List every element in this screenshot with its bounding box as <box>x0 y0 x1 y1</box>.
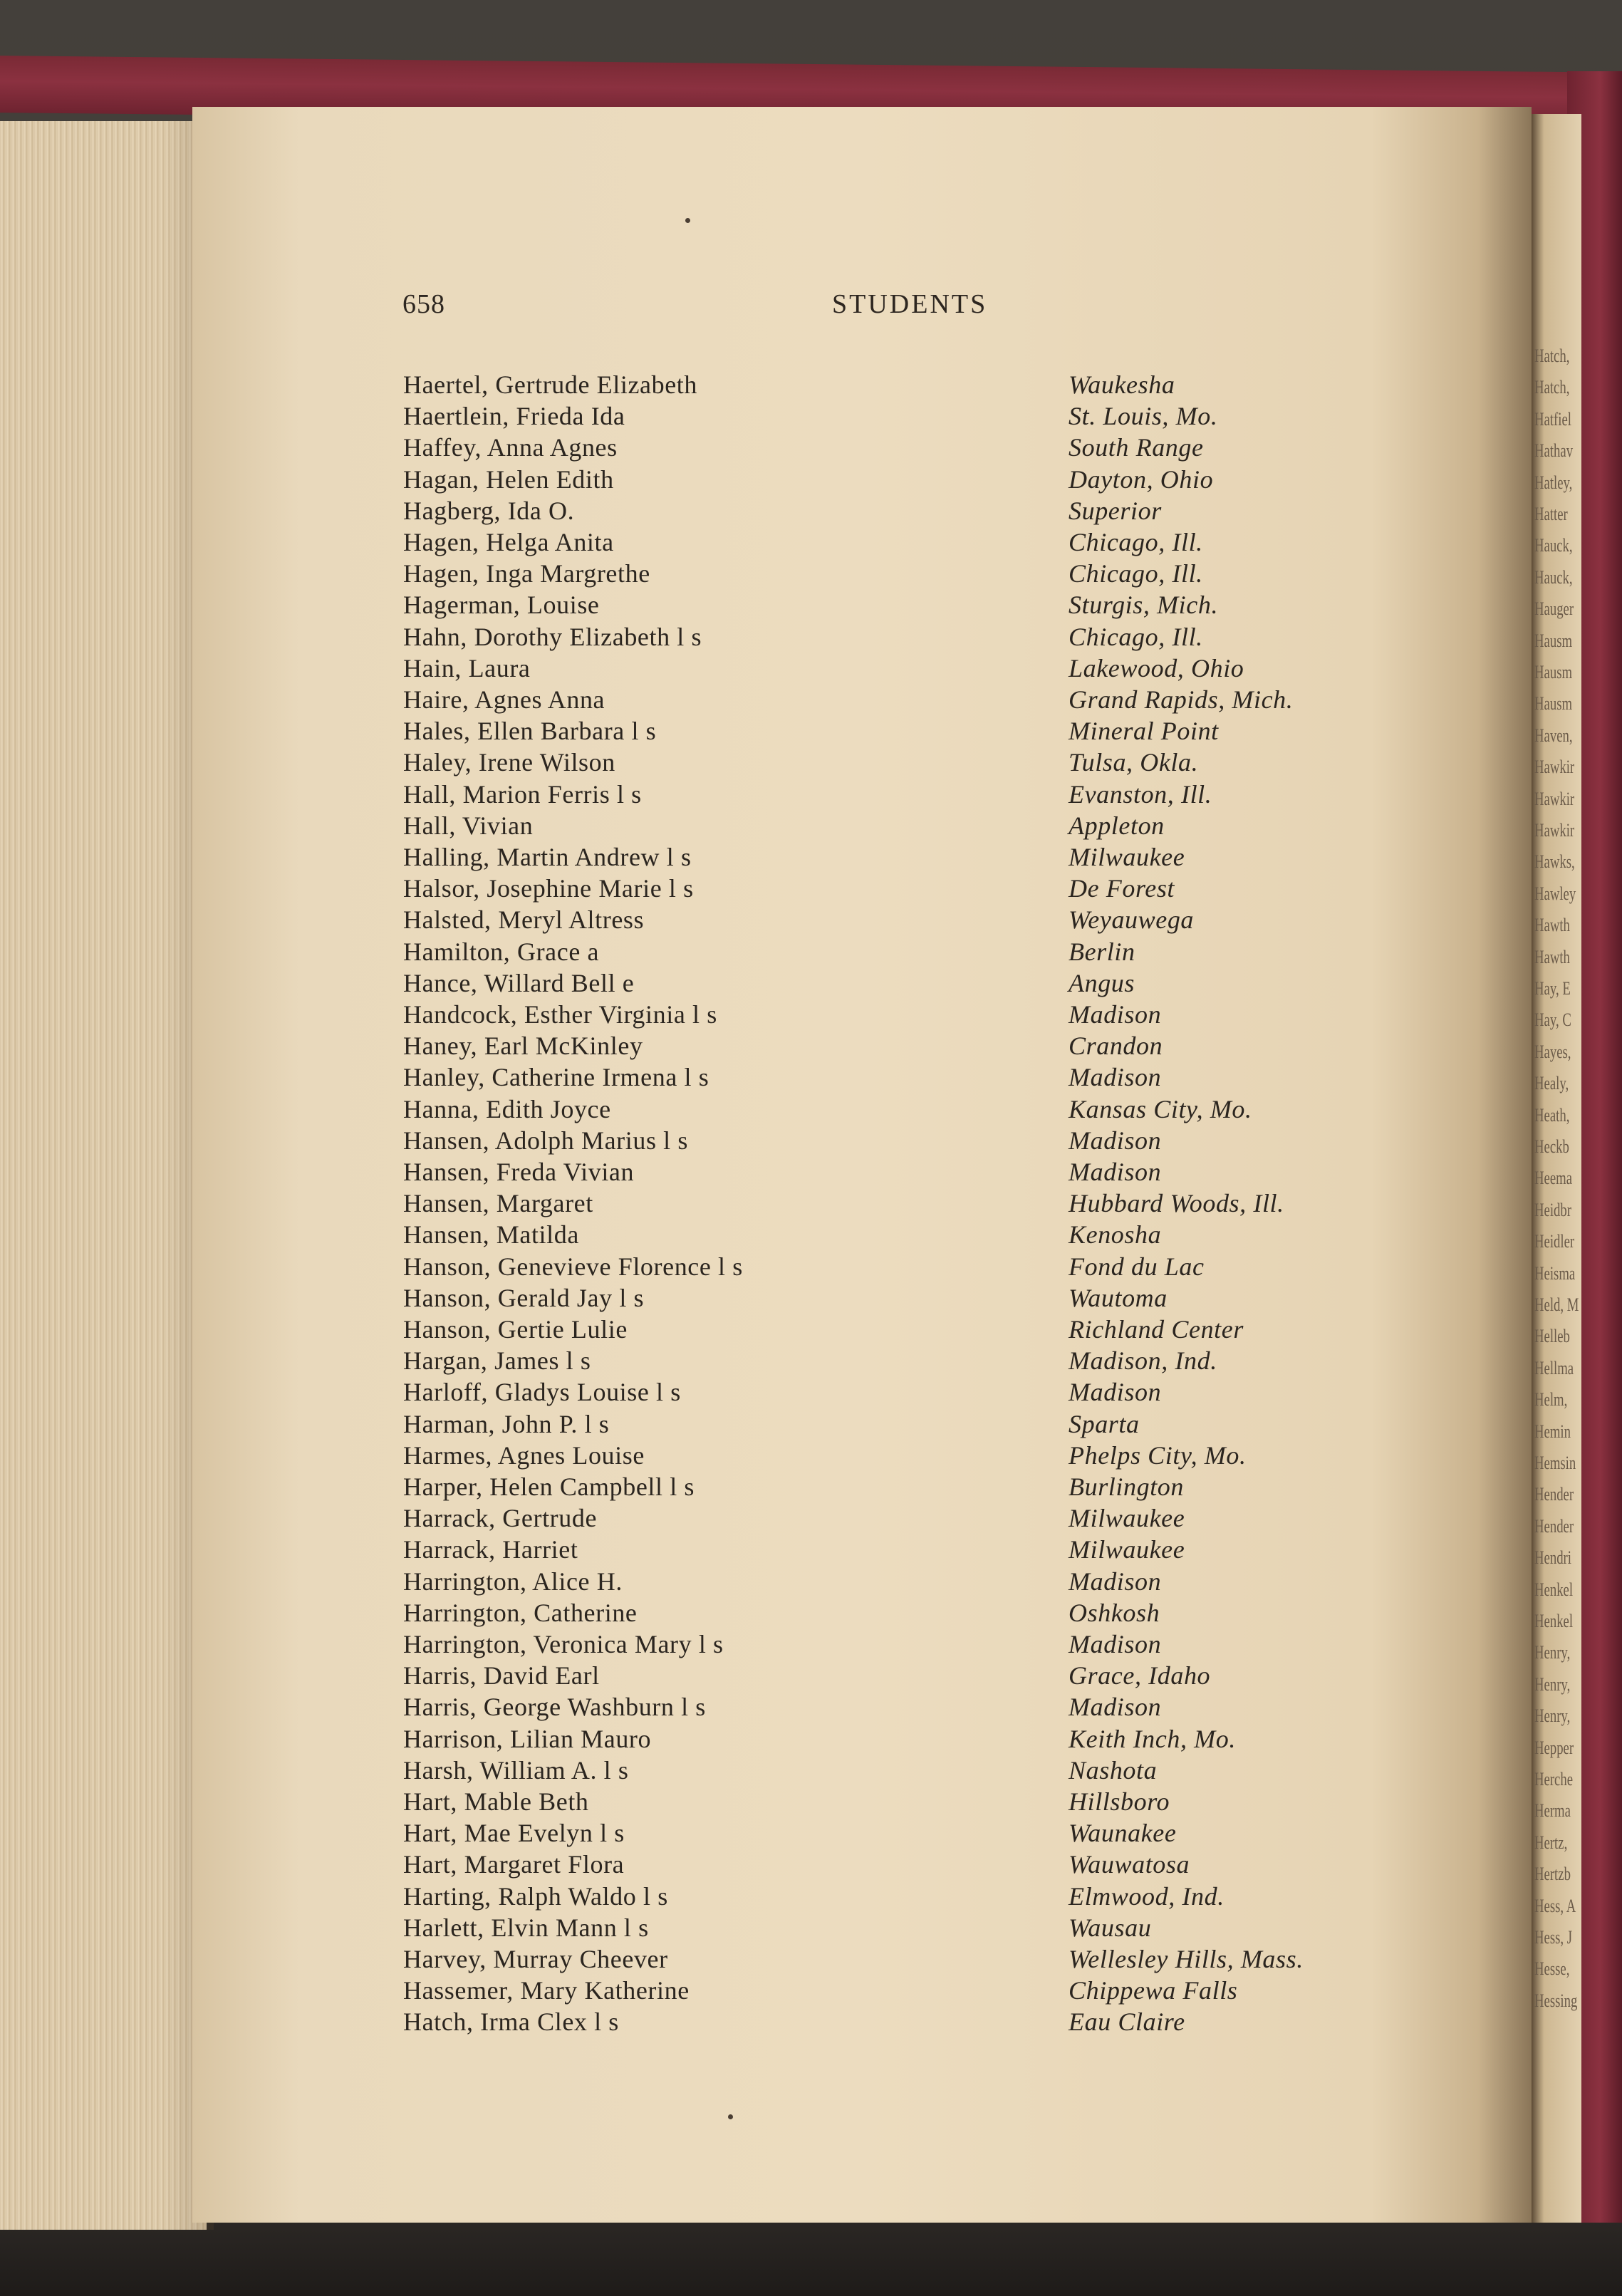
student-name: Harrison, Lilian Mauro <box>403 1724 652 1753</box>
adjacent-page-fragment: Hertzb <box>1534 1864 1571 1885</box>
student-hometown: Wausau <box>1069 1913 1152 1942</box>
student-hometown: Chicago, Ill. <box>1069 528 1203 556</box>
student-hometown: Chicago, Ill. <box>1069 559 1203 588</box>
student-hometown: Evanston, Ill. <box>1069 779 1212 809</box>
student-row <box>0 779 1622 811</box>
student-hometown: Waukesha <box>1069 370 1175 399</box>
student-hometown: Waunakee <box>1069 1819 1177 1848</box>
student-row <box>0 401 1622 432</box>
adjacent-page-fragment: Herma <box>1534 1800 1571 1822</box>
ink-speck <box>685 218 690 223</box>
student-hometown: Berlin <box>1069 937 1135 966</box>
student-row <box>0 1724 1622 1755</box>
student-row <box>0 1692 1622 1723</box>
adjacent-page-fragment: Hauger <box>1534 598 1574 620</box>
student-hometown: Superior <box>1069 496 1162 525</box>
student-hometown: Milwaukee <box>1069 1504 1185 1533</box>
student-hometown: Eau Claire <box>1069 2007 1185 2037</box>
student-name: Hanson, Gertie Lulie <box>403 1315 628 1344</box>
student-row <box>0 1283 1622 1314</box>
student-hometown: Hillsboro <box>1069 1787 1170 1816</box>
student-name: Harman, John P. l s <box>403 1409 610 1438</box>
student-hometown: Milwaukee <box>1069 1535 1185 1564</box>
adjacent-page-fragment: Hatley, <box>1534 472 1573 493</box>
student-name: Halling, Martin Andrew l s <box>403 843 692 871</box>
running-head: STUDENTS <box>832 289 988 319</box>
student-hometown: Madison <box>1069 1378 1162 1407</box>
student-name: Halsor, Josephine Marie l s <box>403 874 694 903</box>
student-name: Hansen, Adolph Marius l s <box>403 1126 688 1155</box>
student-name: Hahn, Dorothy Elizabeth l s <box>403 622 702 651</box>
student-hometown: Kansas City, Mo. <box>1069 1094 1252 1123</box>
adjacent-page-fragment: Healy, <box>1534 1073 1569 1094</box>
student-hometown: Grand Rapids, Mich. <box>1069 685 1294 714</box>
student-hometown: Oshkosh <box>1069 1598 1160 1627</box>
student-row <box>0 1534 1622 1566</box>
student-hometown: Madison <box>1069 1063 1162 1092</box>
student-name: Harloff, Gladys Louise l s <box>403 1378 681 1407</box>
adjacent-page-fragment: Hatfiel <box>1534 408 1571 430</box>
student-row <box>0 1567 1622 1598</box>
adjacent-page-fragment: Hertz, <box>1534 1832 1568 1853</box>
student-hometown: Sturgis, Mich. <box>1069 591 1219 620</box>
student-row <box>0 1818 1622 1849</box>
student-hometown: Wauwatosa <box>1069 1850 1190 1879</box>
student-row <box>0 1157 1622 1188</box>
student-hometown: Mineral Point <box>1069 717 1219 746</box>
student-name: Hagberg, Ida O. <box>403 496 575 525</box>
student-name: Haire, Agnes Anna <box>403 685 605 714</box>
student-name: Hargan, James l s <box>403 1346 591 1376</box>
adjacent-page-fragment: Hausm <box>1534 693 1573 715</box>
adjacent-page-fragment: Heisma <box>1534 1262 1576 1284</box>
student-row <box>0 1787 1622 1818</box>
adjacent-page-fragment: Hawkir <box>1534 788 1575 809</box>
student-name: Handcock, Esther Virginia l s <box>403 1000 717 1029</box>
student-name: Hanson, Genevieve Florence l s <box>403 1252 743 1281</box>
adjacent-page-fragment: Henry, <box>1534 1642 1571 1663</box>
student-row <box>0 1346 1622 1377</box>
student-hometown: South Range <box>1069 433 1204 462</box>
adjacent-page-fragment: Hemsin <box>1534 1453 1576 1473</box>
student-hometown: Sparta <box>1069 1409 1140 1438</box>
student-row <box>0 905 1622 936</box>
adjacent-page-fragment: Hatch, <box>1534 346 1570 366</box>
adjacent-page-fragment: Hendri <box>1534 1547 1571 1569</box>
student-name: Harrington, Catherine <box>403 1598 638 1627</box>
student-row <box>0 2007 1622 2038</box>
page-header <box>0 289 1622 324</box>
student-row <box>0 842 1622 873</box>
student-row <box>0 1252 1622 1283</box>
student-name: Harting, Ralph Waldo l s <box>403 1881 668 1911</box>
student-hometown: Chicago, Ill. <box>1069 622 1203 651</box>
student-hometown: Wautoma <box>1069 1283 1168 1312</box>
student-name: Hart, Margaret Flora <box>403 1850 625 1879</box>
adjacent-page-fragment: Hauck, <box>1534 566 1573 588</box>
student-row <box>0 496 1622 527</box>
adjacent-page-fragment: Heidbr <box>1534 1199 1571 1220</box>
adjacent-page-fragment: Hess, A <box>1534 1895 1576 1916</box>
book-cover-bottom <box>0 2223 1622 2296</box>
student-name: Hall, Vivian <box>403 811 534 840</box>
student-name: Harris, George Washburn l s <box>403 1693 706 1722</box>
student-hometown: Madison <box>1069 1693 1162 1722</box>
student-name: Haley, Irene Wilson <box>403 748 615 777</box>
student-name: Hamilton, Grace a <box>403 937 600 966</box>
student-row <box>0 1598 1622 1629</box>
student-row <box>0 1472 1622 1503</box>
student-name: Hagen, Helga Anita <box>403 528 614 556</box>
adjacent-page-fragment: Hay, C <box>1534 1009 1571 1031</box>
adjacent-page-fragment: Hausm <box>1534 630 1573 651</box>
student-name: Harrack, Gertrude <box>403 1504 598 1533</box>
student-name: Harrington, Veronica Mary l s <box>403 1630 724 1658</box>
adjacent-page-fragment: Heema <box>1534 1168 1573 1189</box>
student-row <box>0 1409 1622 1440</box>
student-hometown: Dayton, Ohio <box>1069 464 1214 494</box>
student-row <box>0 1377 1622 1408</box>
student-row <box>0 622 1622 653</box>
student-name: Harrington, Alice H. <box>403 1567 623 1596</box>
adjacent-page-fragment: Hathav <box>1534 440 1574 462</box>
student-hometown: Madison, Ind. <box>1069 1346 1217 1376</box>
student-name: Hart, Mable Beth <box>403 1787 589 1816</box>
student-hometown: Appleton <box>1069 811 1165 840</box>
student-hometown: Madison <box>1069 1630 1162 1658</box>
adjacent-page-fragment: Hausm <box>1534 662 1573 682</box>
student-row <box>0 1503 1622 1534</box>
adjacent-page-fragment: Heath, <box>1534 1104 1570 1126</box>
student-name: Hanna, Edith Joyce <box>403 1094 611 1123</box>
student-name: Hanson, Gerald Jay l s <box>403 1283 645 1312</box>
student-row <box>0 1661 1622 1692</box>
student-hometown: Crandon <box>1069 1032 1163 1061</box>
student-name: Hales, Ellen Barbara l s <box>403 717 657 746</box>
adjacent-page-fragment: Hawks, <box>1534 851 1575 873</box>
student-name: Harris, David Earl <box>403 1661 600 1690</box>
adjacent-page-fragment: Hemin <box>1534 1420 1571 1442</box>
student-hometown: Tulsa, Okla. <box>1069 748 1199 777</box>
student-name: Hagan, Helen Edith <box>403 464 614 494</box>
page-number: 658 <box>402 289 445 319</box>
adjacent-page-fragment: Hender <box>1534 1484 1574 1505</box>
adjacent-page-fragment: Hauck, <box>1534 535 1573 556</box>
student-name: Halsted, Meryl Altress <box>403 905 645 935</box>
student-hometown: Angus <box>1069 968 1135 997</box>
adjacent-page-fragment: Hawkir <box>1534 757 1575 778</box>
student-hometown: Madison <box>1069 1567 1162 1596</box>
adjacent-page-fragment: Hatter <box>1534 504 1568 524</box>
adjacent-page-fragment: Henkel <box>1534 1579 1574 1600</box>
student-hometown: Chippewa Falls <box>1069 1976 1238 2005</box>
student-name: Hansen, Freda Vivian <box>403 1158 635 1186</box>
student-name: Harrack, Harriet <box>403 1535 578 1564</box>
student-name: Hain, Laura <box>403 653 531 682</box>
student-row <box>0 1220 1622 1251</box>
student-name: Harmes, Agnes Louise <box>403 1440 645 1470</box>
student-hometown: Keith Inch, Mo. <box>1069 1724 1236 1753</box>
student-name: Harper, Helen Campbell l s <box>403 1472 695 1501</box>
adjacent-page-fragment: Henry, <box>1534 1673 1571 1695</box>
adjacent-page-fragment: Hawley <box>1534 883 1576 904</box>
student-hometown: Richland Center <box>1069 1315 1244 1344</box>
student-name: Harvey, Murray Cheever <box>403 1945 668 1973</box>
adjacent-page-fragment: Held, M <box>1534 1294 1579 1315</box>
adjacent-page-fragment: Hawkir <box>1534 820 1575 841</box>
adjacent-page-fragment: Heckb <box>1534 1136 1569 1157</box>
student-hometown: De Forest <box>1069 874 1175 903</box>
student-hometown: Milwaukee <box>1069 843 1185 871</box>
student-row <box>0 937 1622 968</box>
student-name: Hart, Mae Evelyn l s <box>403 1819 625 1848</box>
student-hometown: Elmwood, Ind. <box>1069 1881 1225 1911</box>
student-row <box>0 1944 1622 1975</box>
student-hometown: Nashota <box>1069 1755 1158 1785</box>
adjacent-page-fragment: Hayes, <box>1534 1041 1571 1062</box>
student-row <box>0 370 1622 401</box>
student-name: Haertlein, Frieda Ida <box>403 402 625 431</box>
student-row <box>0 1881 1622 1913</box>
student-row <box>0 1755 1622 1787</box>
student-name: Harsh, William A. l s <box>403 1755 629 1785</box>
adjacent-page-fragment: Hepper <box>1534 1737 1574 1758</box>
student-row <box>0 1031 1622 1062</box>
student-row <box>0 1975 1622 2007</box>
student-hometown: Madison <box>1069 1126 1162 1155</box>
student-name: Haney, Earl McKinley <box>403 1032 643 1061</box>
student-hometown: Lakewood, Ohio <box>1069 653 1244 682</box>
adjacent-page-fragment: Hay, E <box>1534 978 1571 999</box>
adjacent-page-fragment: Heidler <box>1534 1231 1575 1252</box>
student-name: Hanley, Catherine Irmena l s <box>403 1063 709 1092</box>
student-row <box>0 1188 1622 1220</box>
student-row <box>0 716 1622 747</box>
adjacent-page-fragment: Herche <box>1534 1769 1574 1789</box>
student-row <box>0 1314 1622 1346</box>
student-row <box>0 1062 1622 1094</box>
student-hometown: Madison <box>1069 1158 1162 1186</box>
student-row <box>0 811 1622 842</box>
student-row <box>0 1629 1622 1661</box>
student-row <box>0 685 1622 716</box>
adjacent-page-fragment: Henkel <box>1534 1611 1574 1631</box>
student-name: Hassemer, Mary Katherine <box>403 1976 690 2005</box>
student-row <box>0 1849 1622 1881</box>
student-hometown: Wellesley Hills, Mass. <box>1069 1945 1304 1973</box>
student-hometown: Grace, Idaho <box>1069 1661 1211 1690</box>
student-row <box>0 432 1622 464</box>
student-hometown: Madison <box>1069 1000 1162 1029</box>
student-hometown: Fond du Lac <box>1069 1252 1205 1281</box>
student-row <box>0 1913 1622 1944</box>
adjacent-page-fragment: Hatch, <box>1534 377 1570 398</box>
student-name: Hall, Marion Ferris l s <box>403 779 642 809</box>
student-name: Hansen, Margaret <box>403 1189 593 1218</box>
student-hometown: St. Louis, Mo. <box>1069 402 1218 431</box>
adjacent-page-fragment: Hawth <box>1534 915 1570 936</box>
adjacent-page-fragment: Haven, <box>1534 724 1573 746</box>
adjacent-page-fragment: Henry, <box>1534 1705 1571 1727</box>
adjacent-page-fragment: Hess, J <box>1534 1927 1573 1948</box>
student-row <box>0 559 1622 590</box>
student-hometown: Weyauwega <box>1069 905 1195 935</box>
student-name: Hansen, Matilda <box>403 1220 579 1250</box>
ink-speck <box>728 2114 733 2119</box>
student-row <box>0 590 1622 621</box>
adjacent-page-fragment: Hender <box>1534 1515 1574 1537</box>
student-name: Hatch, Irma Clex l s <box>403 2007 619 2037</box>
student-name: Harlett, Elvin Mann l s <box>403 1913 649 1942</box>
adjacent-page-fragment: Helm, <box>1534 1389 1568 1411</box>
student-row <box>0 747 1622 779</box>
student-hometown: Burlington <box>1069 1472 1185 1501</box>
student-row <box>0 464 1622 496</box>
adjacent-page-fragment: Helleb <box>1534 1326 1570 1347</box>
student-row <box>0 653 1622 685</box>
student-row <box>0 1094 1622 1126</box>
student-name: Hagen, Inga Margrethe <box>403 559 650 588</box>
student-name: Hance, Willard Bell e <box>403 968 635 997</box>
student-row <box>0 1126 1622 1157</box>
student-name: Haffey, Anna Agnes <box>403 433 618 462</box>
student-hometown: Kenosha <box>1069 1220 1162 1250</box>
adjacent-page-fragment: Hawth <box>1534 946 1570 967</box>
student-row <box>0 999 1622 1031</box>
student-hometown: Hubbard Woods, Ill. <box>1069 1189 1284 1218</box>
adjacent-page-fragment: Hellma <box>1534 1357 1574 1378</box>
student-hometown: Phelps City, Mo. <box>1069 1440 1247 1470</box>
adjacent-page-fragment: Hesse, <box>1534 1958 1570 1980</box>
student-row <box>0 1440 1622 1472</box>
student-row <box>0 527 1622 559</box>
student-name: Hagerman, Louise <box>403 591 600 620</box>
student-name: Haertel, Gertrude Elizabeth <box>403 370 697 399</box>
adjacent-page-fragment: Hessing <box>1534 1990 1578 2011</box>
student-row <box>0 968 1622 999</box>
student-row <box>0 873 1622 905</box>
